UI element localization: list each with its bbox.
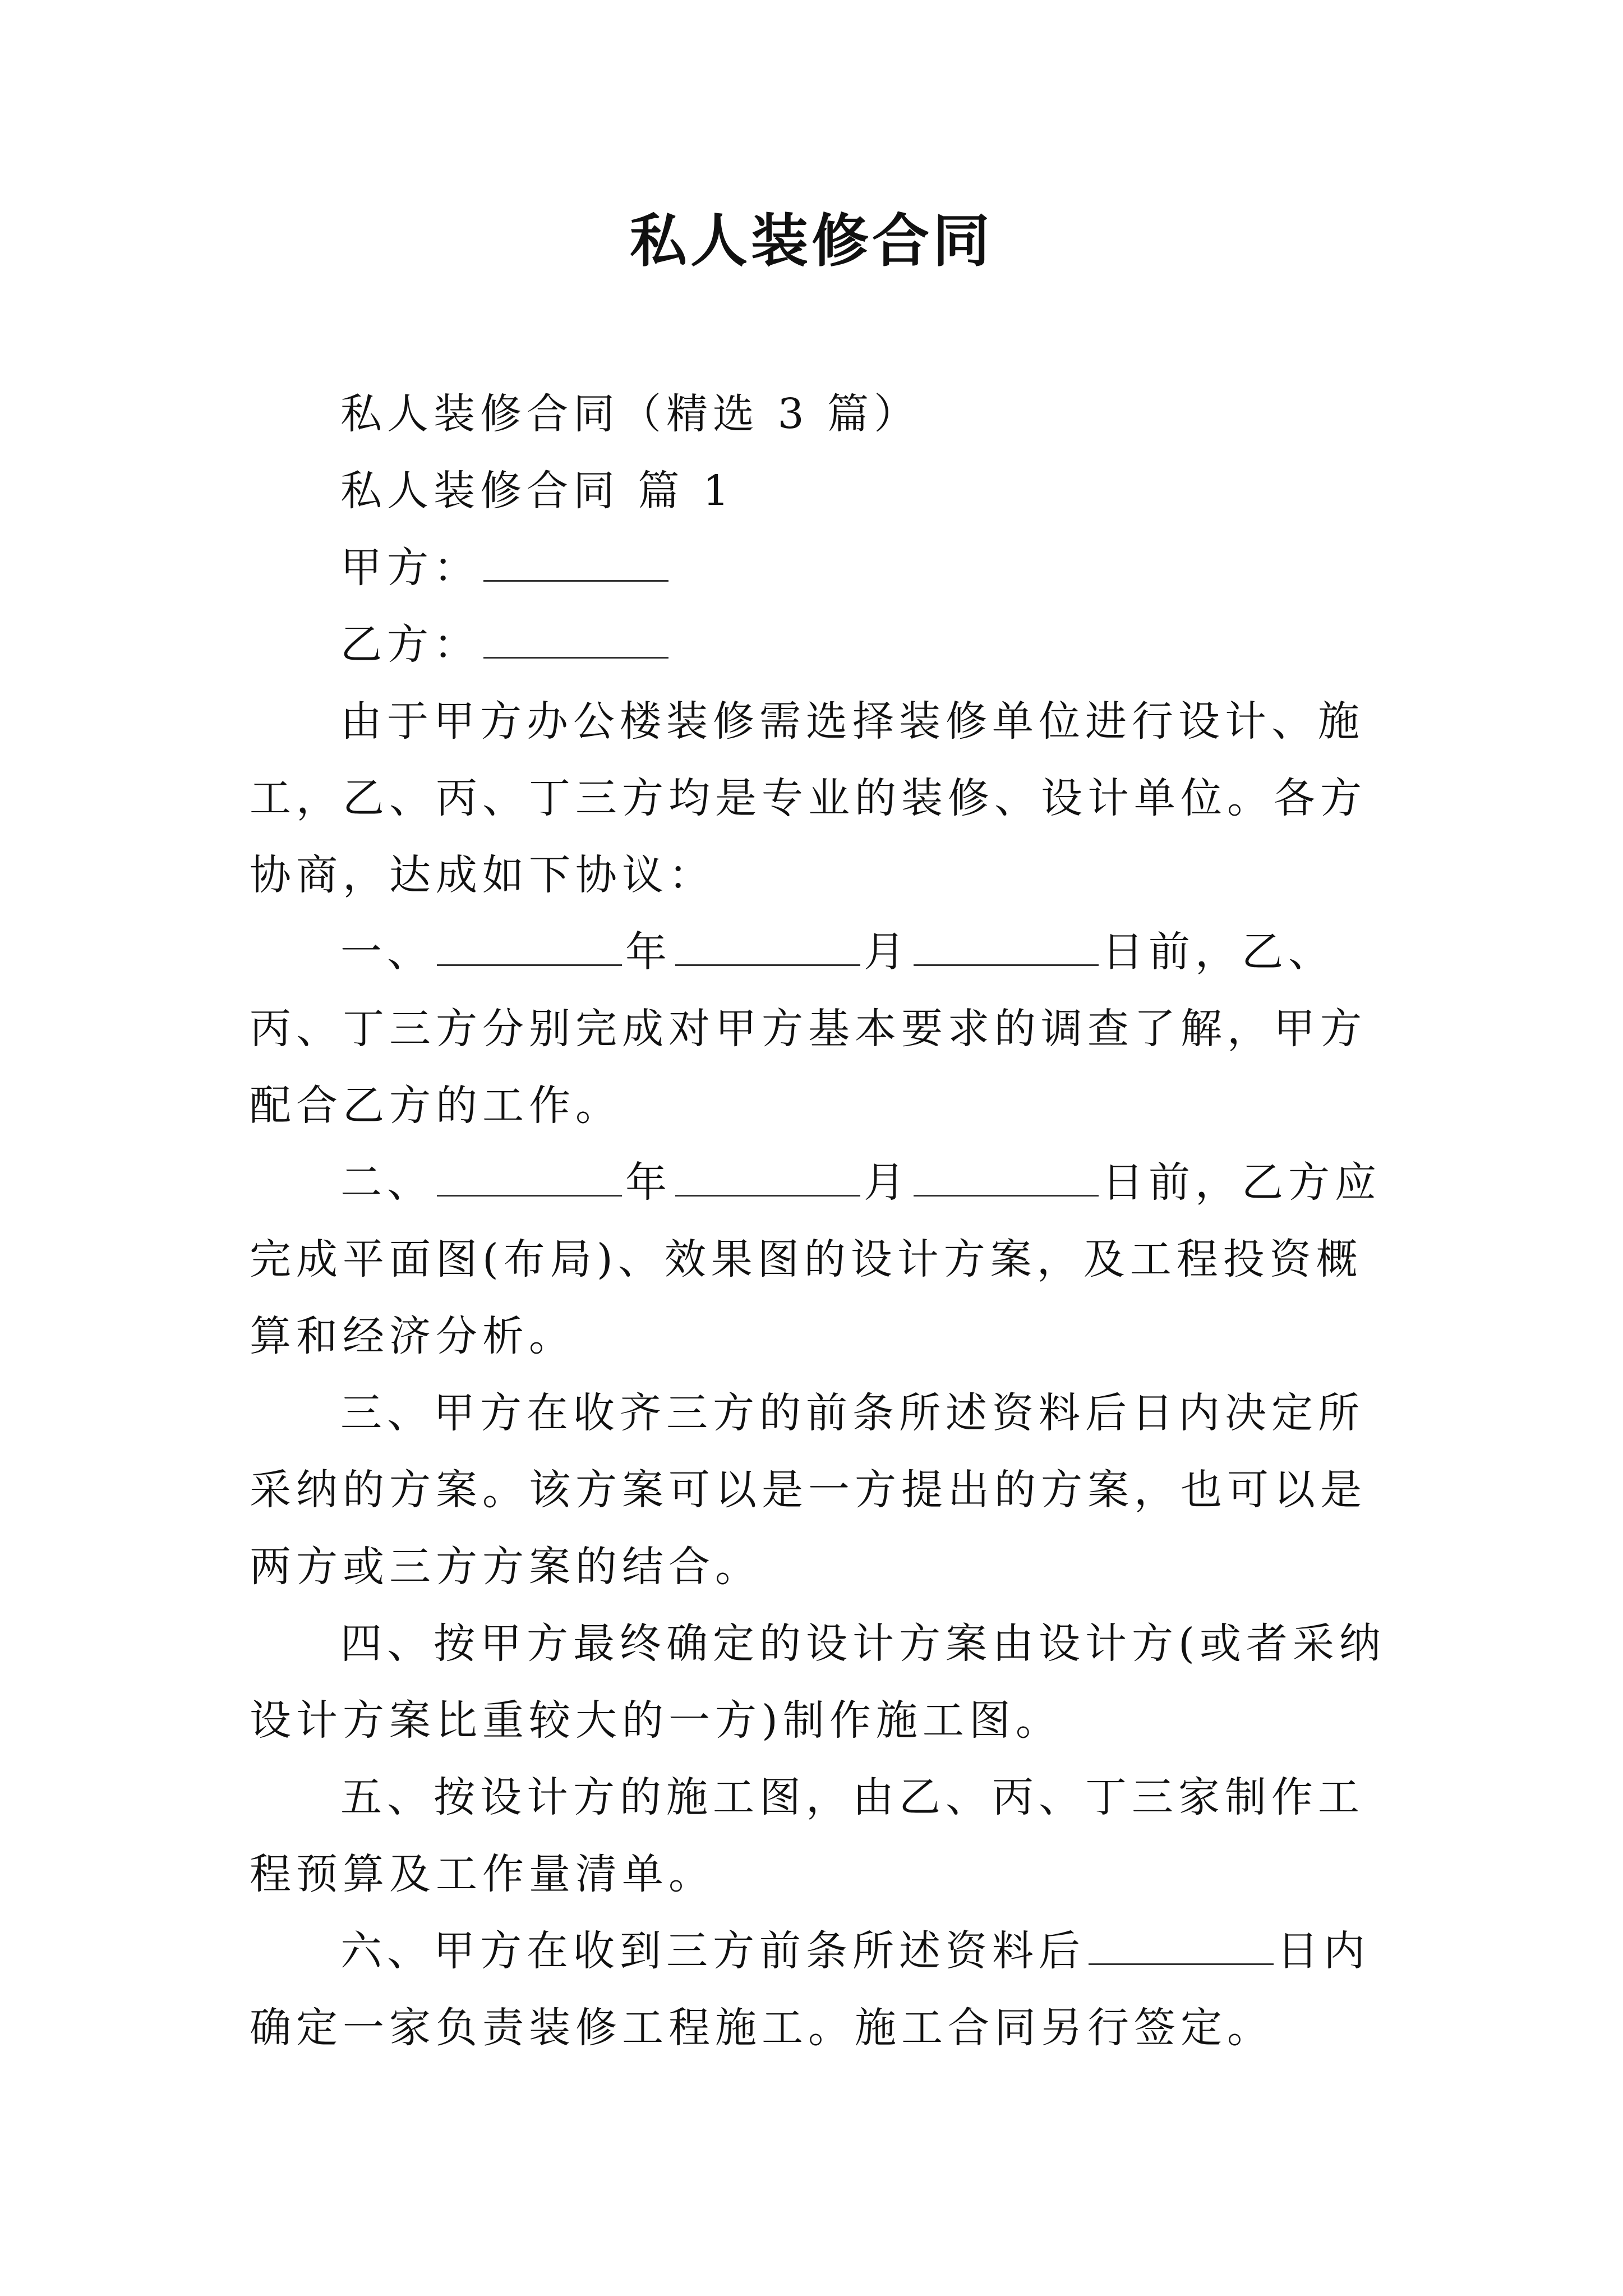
clause-2-month-label: 月 [864, 1158, 910, 1207]
party-b-label: 乙方： [340, 620, 480, 669]
subtitle: 私人装修合同（精选 3 篇） [340, 390, 921, 438]
clause-6-text-before: 六、甲方在收到三方前条所述资料后 [340, 1927, 1085, 1975]
clause-2-day-blank [914, 1161, 1099, 1197]
party-b-blank [483, 623, 668, 659]
clause-2-month-blank [675, 1161, 860, 1197]
clause-2-text: 日前，乙方应完成平面图(布局)、效果图的设计方案，及工程投资概算和经济分析。 [250, 1158, 1381, 1360]
clause-2 [250, 1144, 1388, 1375]
clause-1-month-blank [675, 931, 860, 966]
clause-4: 四、按甲方最终确定的设计方案由设计方(或者采纳设计方案比重较大的一方)制作施工图。 [250, 1619, 1386, 1745]
clause-1-day-blank [914, 931, 1099, 966]
party-a-blank [483, 546, 668, 582]
party-a-label: 甲方： [340, 544, 480, 592]
clause-1-month-label: 月 [864, 928, 910, 976]
document-title: 私人装修合同 [630, 208, 993, 275]
clause-2-year-label: 年 [625, 1158, 672, 1207]
clause-1-prefix: 一、 [340, 928, 434, 976]
clause-1-year-label: 年 [625, 928, 672, 976]
section-heading: 私人装修合同 篇 1 [340, 467, 735, 515]
clause-3: 三、甲方在收齐三方的前条所述资料后日内决定所采纳的方案。该方案可以是一方提出的方案，也可以是两方或三方方案的结合。 [250, 1389, 1367, 1591]
clause-6 [250, 1913, 1388, 2067]
clause-2-prefix: 二、 [340, 1158, 434, 1207]
clause-6-days-blank [1089, 1930, 1274, 1965]
party-a-line [250, 530, 1388, 606]
intro-paragraph: 由于甲方办公楼装修需选择装修单位进行设计、施工，乙、丙、丁三方均是专业的装修、设计单位。各方协商，达成如下协议： [250, 697, 1367, 899]
clause-1 [250, 914, 1388, 1144]
clause-1-text: 日前，乙、丙、丁三方分别完成对甲方基本要求的调查了解，甲方配合乙方的工作。 [250, 928, 1367, 1130]
document-body [250, 376, 1388, 2067]
clause-6-text-after: 日内确定一家负责装修工程施工。施工合同另行签定。 [250, 1927, 1370, 2052]
clause-5: 五、按设计方的施工图，由乙、丙、丁三家制作工程预算及工作量清单。 [250, 1773, 1364, 1898]
clause-2-year-blank [437, 1161, 622, 1197]
clause-1-year-blank [437, 931, 622, 966]
party-b-line [250, 606, 1388, 683]
